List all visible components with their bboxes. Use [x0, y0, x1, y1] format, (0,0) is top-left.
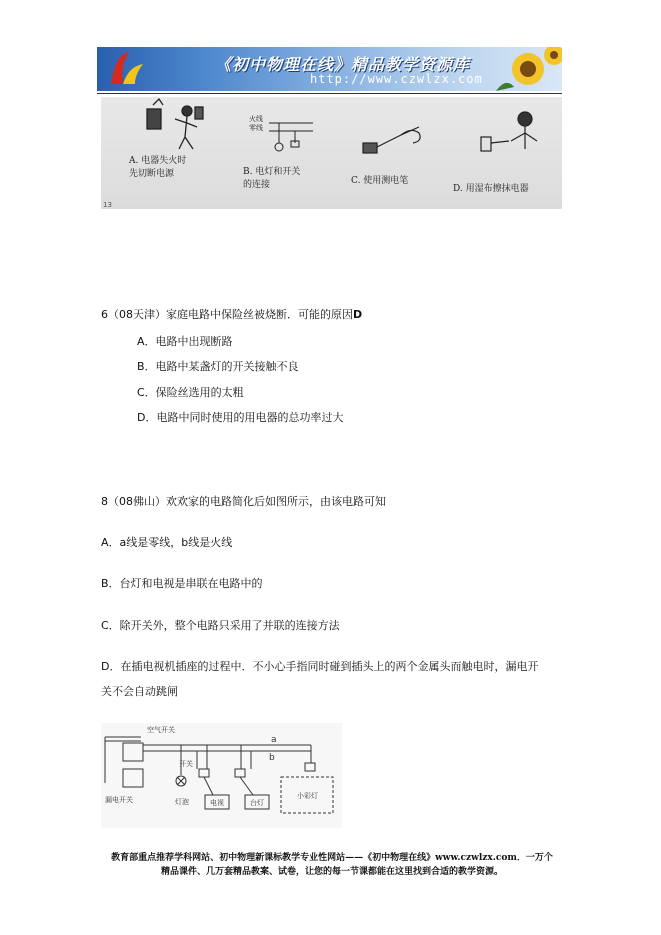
colored-lights-label: 小彩灯	[297, 792, 318, 800]
q8-option-c: C．除开关外，整个电路只采用了并联的连接方法	[101, 619, 340, 632]
option-b-label: B. 电灯和开关 的连接	[243, 167, 301, 190]
q6-option-d: D．电路中同时使用的用电器的总功率过大	[137, 411, 344, 424]
q6-answer: D	[353, 308, 363, 321]
lamp-label: 台灯	[250, 799, 264, 807]
wire-b-label: b	[269, 753, 275, 763]
q6-option-b: B．电路中某盏灯的开关接触不良	[137, 360, 299, 373]
q8-option-d-line2: 关不会自动跳闸	[101, 685, 178, 698]
header-banner	[97, 47, 562, 91]
site-url[interactable]: http://www.czwlzx.com	[310, 72, 483, 86]
footer	[97, 851, 567, 879]
neutral-wire-label: 零线	[249, 124, 263, 132]
tv-label: 电视	[210, 799, 224, 807]
option-c-label: C. 使用测电笔	[351, 176, 409, 186]
q8-option-a: A．a线是零线，b线是火线	[101, 536, 233, 549]
page-number: 13	[103, 201, 112, 209]
safety-options-photo	[101, 97, 562, 209]
site-title: 《初中物理在线》精品教学资源库	[215, 55, 471, 74]
footer-line1: 教育部重点推荐学科网站、初中物理新课标教学专业性网站——《初中物理在线》www.czwlzx.com．一万个	[111, 853, 553, 863]
option-a-label: A. 电器失火时 先切断电源	[129, 156, 187, 179]
q6-stem-text: 6（08天津）家庭电路中保险丝被烧断．可能的原因	[101, 308, 353, 321]
footer-line2: 精品课件、几万套精品教案、试卷，让您的每一节课都能在这里找到合适的教学资源。	[160, 867, 503, 877]
q8-stem: 8（08佛山）欢欢家的电路简化后如图所示，由该电路可知	[101, 495, 386, 508]
switch-label: 开关	[179, 760, 193, 768]
sunflower-icon	[466, 47, 562, 91]
header-rule	[97, 93, 562, 94]
live-wire-label: 火线	[249, 115, 263, 123]
circuit-wiring-icon	[101, 723, 342, 828]
q6-option-a: A．电路中出现断路	[137, 335, 233, 348]
wire-a-label: a	[271, 735, 277, 745]
air-switch-label: 空气开关	[147, 726, 175, 734]
q8-option-b: B．台灯和电视是串联在电路中的	[101, 577, 263, 590]
q6-option-c: C．保险丝选用的太粗	[137, 386, 244, 399]
q6-stem	[101, 306, 362, 322]
circuit-diagram	[101, 723, 342, 828]
site-logo-icon	[101, 50, 149, 88]
option-d-label: D. 用湿布擦抹电器	[453, 184, 529, 194]
bulb-label: 灯泡	[175, 798, 189, 806]
q8-option-d-line1: D．在插电视机插座的过程中．不小心手指同时碰到插头上的两个金属头而触电时，漏电开	[101, 660, 539, 673]
leak-switch-label: 漏电开关	[105, 796, 133, 804]
